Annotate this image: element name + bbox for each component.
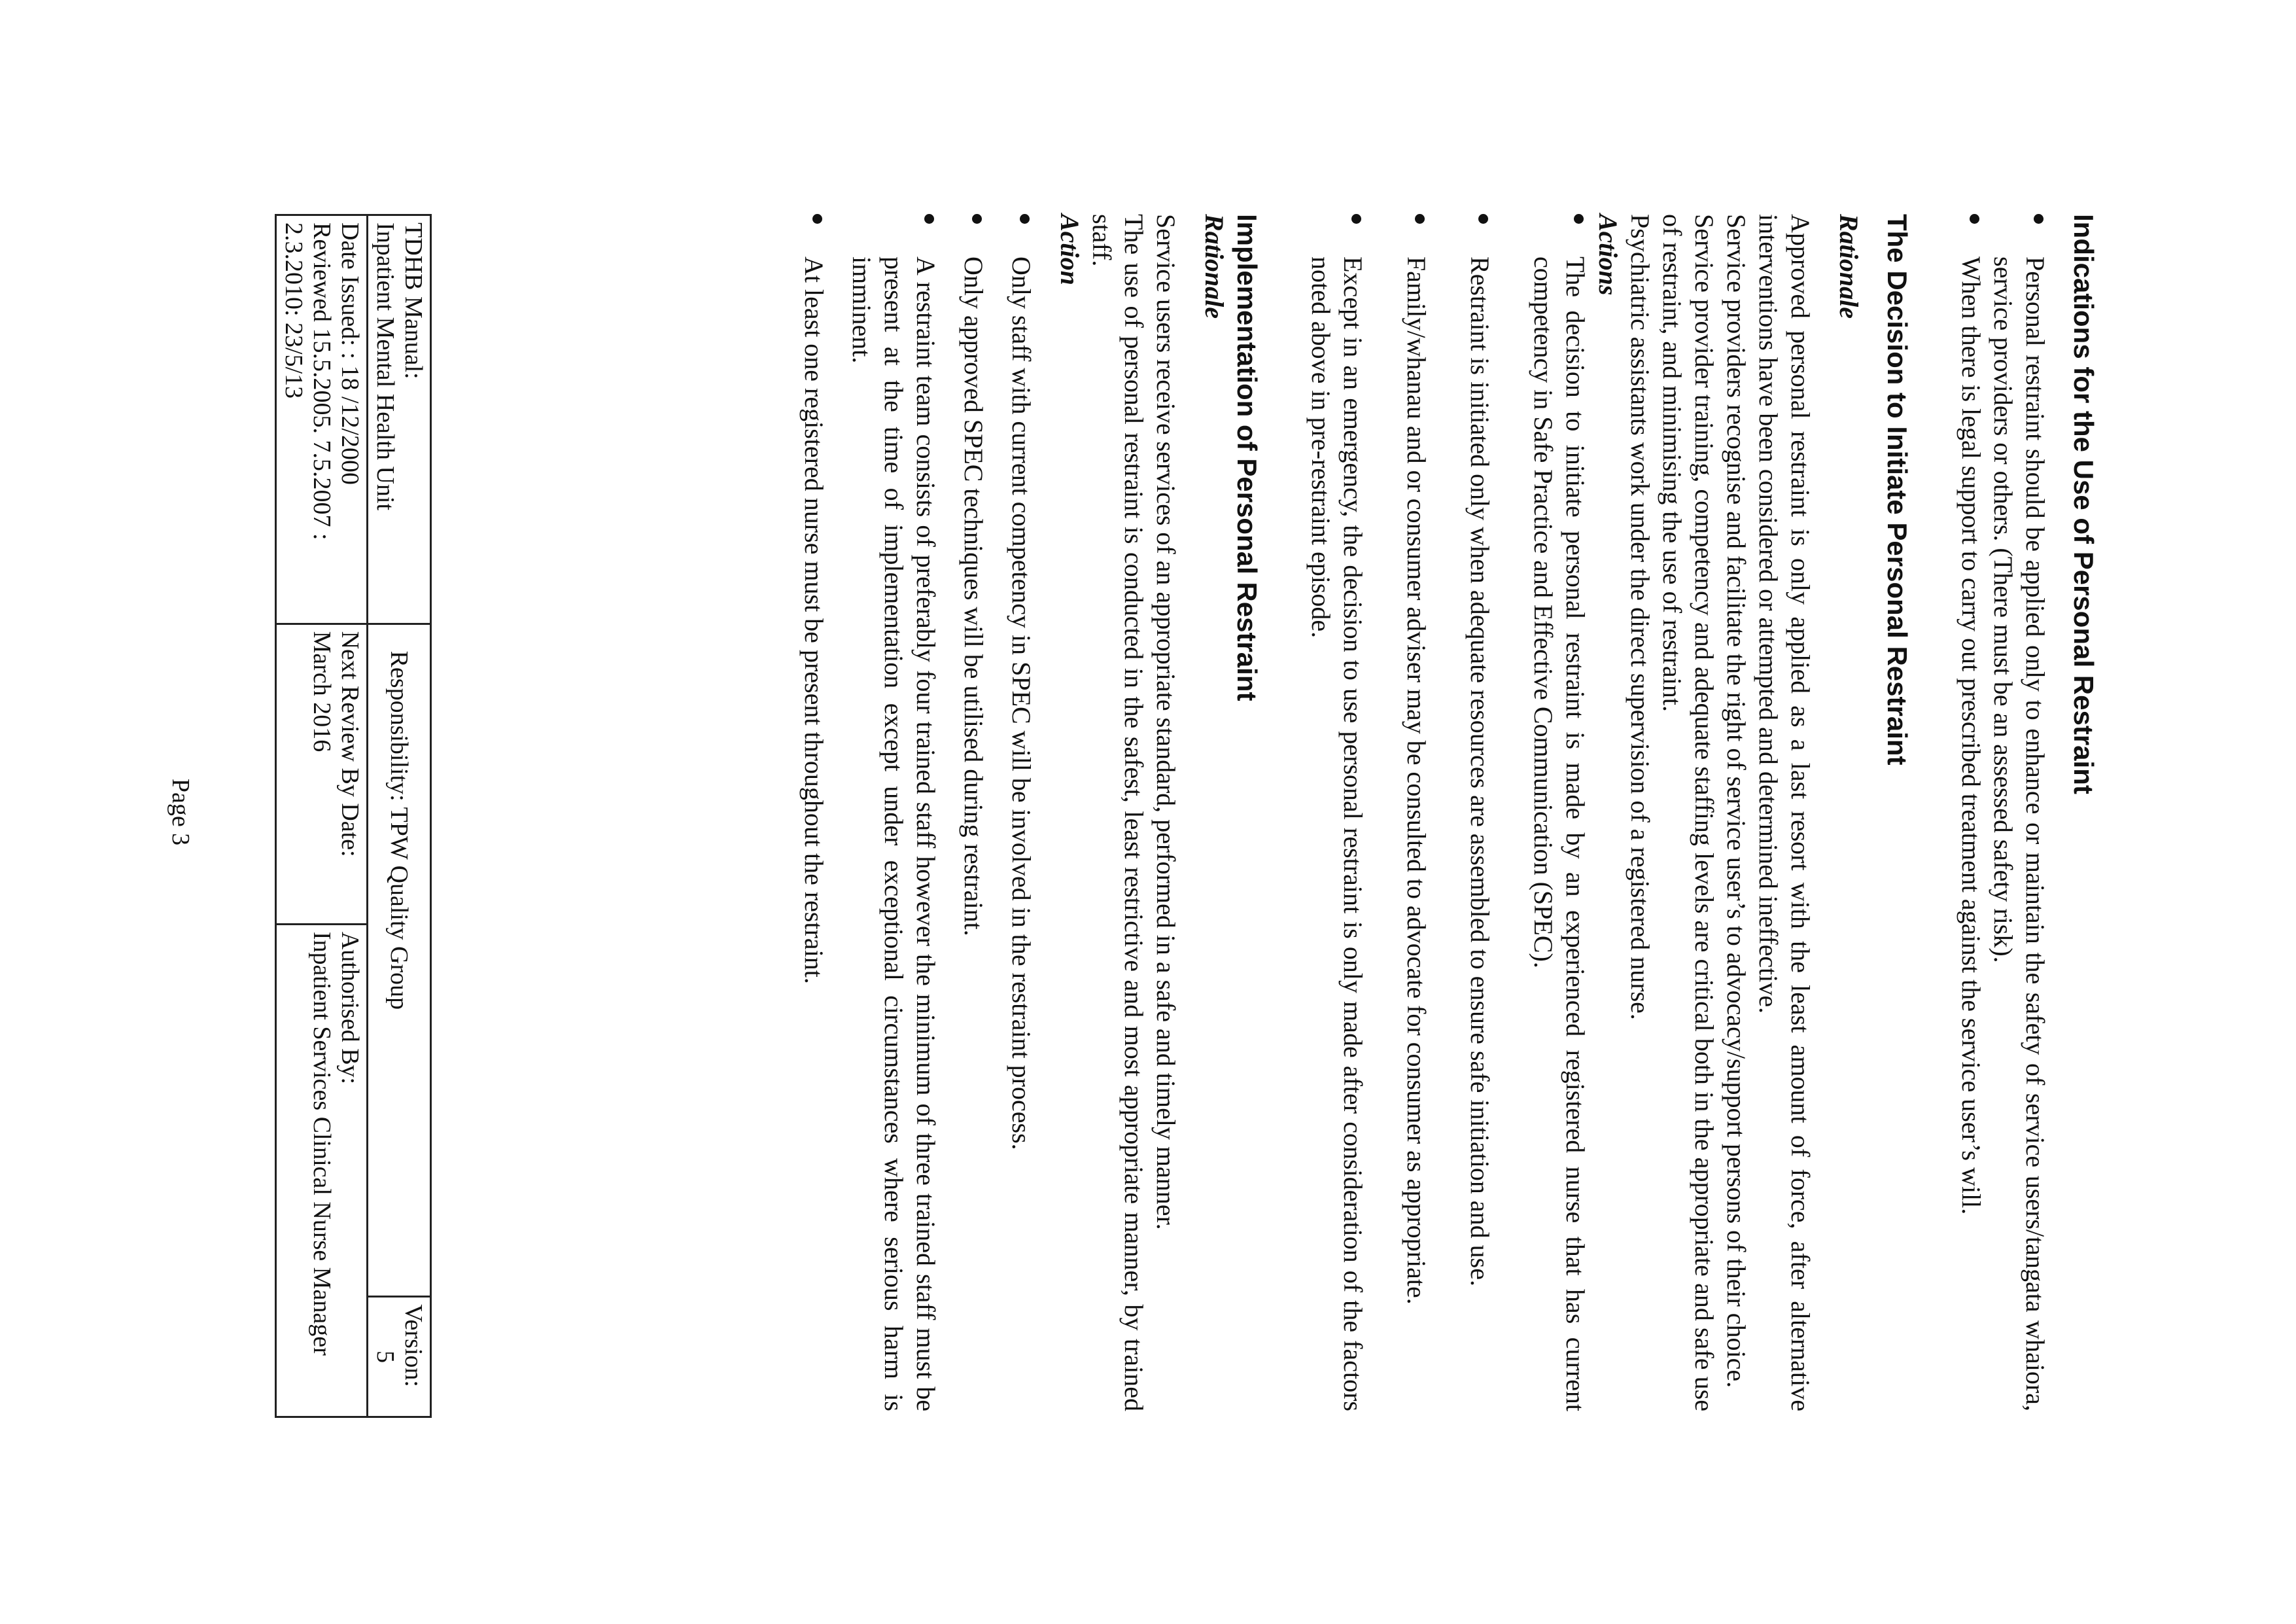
paragraph: Service users receive services of an appropriate standard, performed in a safe and timely manner.: [1151, 214, 1181, 1230]
dates-cell: Date Issued: : 18 /12/2000 Reviewed 15.5.2005. 7.5.2007 : 2.3.2010: 23/5/13: [276, 215, 368, 624]
bullet-icon: [1020, 214, 1030, 224]
bullet-icon: [1415, 214, 1425, 224]
list-item: The decision to initiate personal restraint is made by an experienced registered nurse that has current competency in Safe Practice and Effective Communication (SPEC).: [1527, 214, 1592, 1411]
paragraph: The use of personal restraint is conducted in the safest, least restrictive and most appropriate manner, by trained staff.: [1087, 214, 1149, 1411]
document-footer-table: [275, 214, 432, 1418]
bullet-icon: [1574, 214, 1584, 224]
bullet-icon: [924, 214, 934, 224]
list-item: At least one registered nurse must be present throughout the restraint.: [798, 214, 830, 1411]
table-row: [368, 215, 431, 1417]
section-heading-implementation: Implementation of Personal Restraint: [1232, 214, 1262, 701]
implementation-actions-list: [798, 214, 1037, 1411]
bullet-icon: [1970, 214, 1979, 224]
list-item: A restraint team consists of preferably four trained staff however the minimum of three trained staff must be present at the time of implementation except under exceptional circumstances where serious harm is imminent.: [846, 214, 942, 1411]
authorised-cell: Authorised By: Inpatient Services Clinical Nurse Manager: [276, 924, 368, 1417]
paragraph: Approved personal restraint is only applied as a last resort with the least amount of force, after alternative interventions have been considered or attempted and determined ineffective.: [1754, 214, 1815, 1411]
bullet-icon: [812, 214, 822, 224]
manual-cell: TDHB Manual: Inpatient Mental Health Unit: [368, 215, 431, 624]
document-body: [798, 214, 2100, 1411]
page-number: Page 3: [167, 778, 194, 846]
indications-list: [1955, 214, 2051, 1411]
list-item: Restraint is initiated only when adequate resources are assembled to ensure safe initiation and use.: [1464, 214, 1496, 1411]
paragraph: Service provider training, competency and adequate staffing levels are critical both in the appropriate and safe use of restraint, and minimising the use of restraint.: [1658, 214, 1719, 1411]
list-item: Except in an emergency, the decision to use personal restraint is only made after consideration of the factors noted above in pre-restraint episode.: [1305, 214, 1369, 1411]
bullet-icon: [2034, 214, 2044, 224]
version-cell: Version: 5: [368, 1297, 431, 1417]
bullet-icon: [1351, 214, 1361, 224]
subheading-actions: Actions: [1593, 214, 1623, 296]
next-review-cell: Next Review By Date: March 2016: [276, 624, 368, 924]
list-item: Family/whanau and or consumer adviser may be consulted to advocate for consumer as appropriate.: [1400, 214, 1433, 1411]
section-heading-indications: Indications for the Use of Personal Restraint: [2068, 214, 2099, 794]
responsibility-cell: Responsibility: TPW Quality Group: [368, 624, 431, 1297]
bullet-icon: [1478, 214, 1488, 224]
paragraph: Psychiatric assistants work under the direct supervision of a registered nurse.: [1626, 214, 1655, 1020]
section-heading-decision: The Decision to Initiate Personal Restraint: [1882, 214, 1913, 766]
list-item: Only approved SPEC techniques will be utilised during restraint.: [958, 214, 990, 1411]
bullet-icon: [972, 214, 982, 224]
subheading-rationale: Rationale: [1200, 214, 1229, 319]
paragraph: Service providers recognise and facilitate the right of service user’s to advocacy/support persons of their choice.: [1722, 214, 1751, 1388]
list-item: Personal restraint should be applied only to enhance or maintain the safety of service users/tangata whaiora, service providers or others. (There must be an assessed safety risk).: [1987, 214, 2051, 1411]
table-row: [276, 215, 368, 1417]
subheading-action: Action: [1055, 214, 1085, 285]
decision-actions-list: [1305, 214, 1592, 1411]
list-item: Only staff with current competency in SPEC will be involved in the restraint process.: [1005, 214, 1037, 1411]
list-item: When there is legal support to carry out prescribed treatment against the service user’s will.: [1955, 214, 1987, 1411]
subheading-rationale: Rationale: [1834, 214, 1864, 319]
